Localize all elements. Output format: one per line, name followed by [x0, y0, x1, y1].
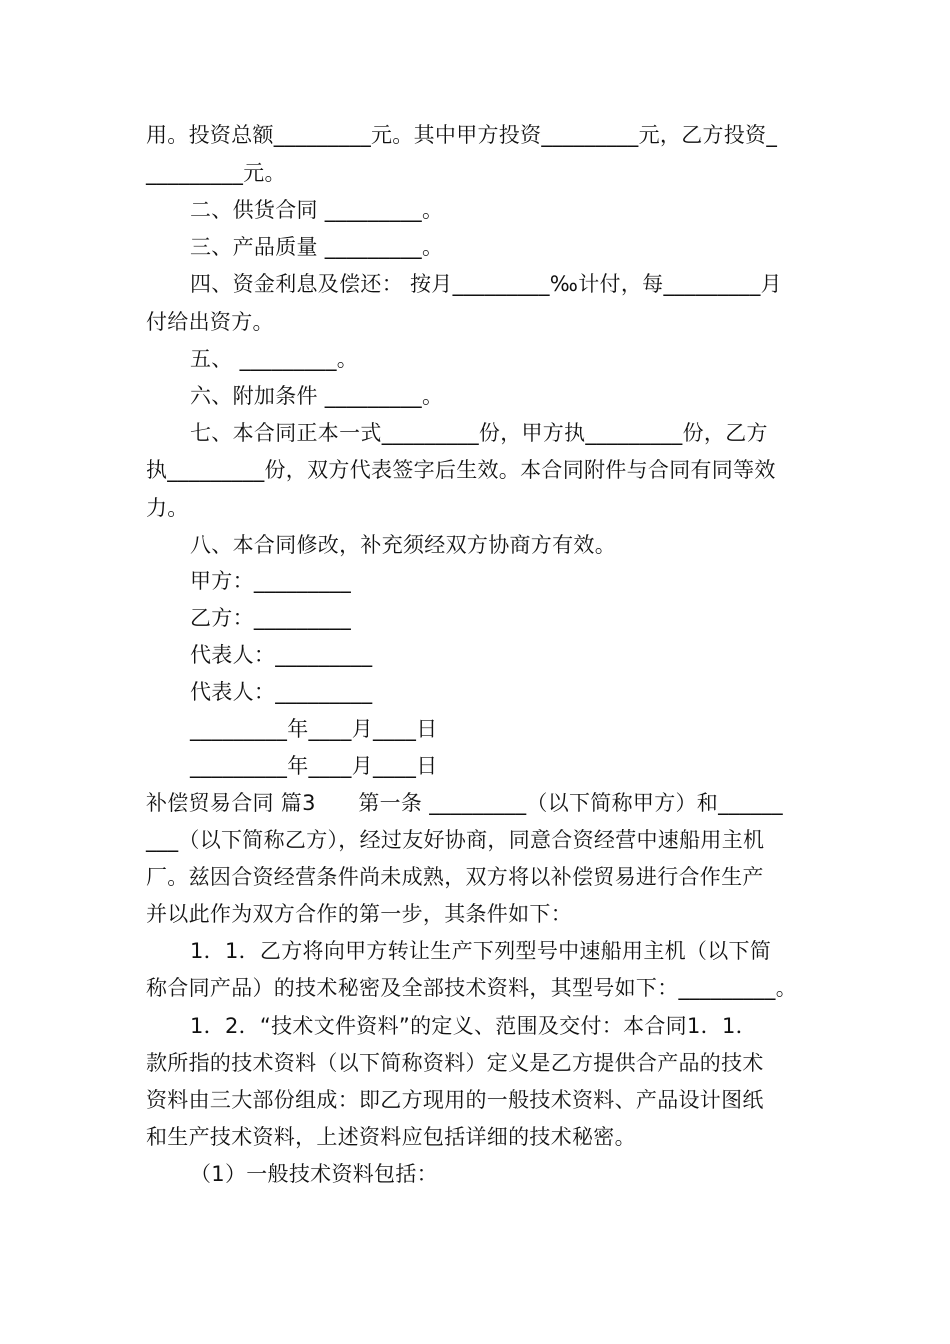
text-line: 二、供货合同 _________。 — [190, 198, 444, 222]
text-line: 资料由三大部份组成：即乙方现用的一般技术资料、产品设计图纸 — [146, 1088, 764, 1112]
text-line: ___（以下简称乙方），经过友好协商，同意合资经营中速船用主机 — [146, 828, 765, 852]
text-line: 力。 — [146, 496, 189, 520]
representative-a: 代表人：_________ — [190, 643, 373, 667]
signature-party-a: 甲方：_________ — [190, 569, 352, 593]
date-line-a: _________年____月____日 — [190, 717, 438, 741]
text-line: 称合同产品）的技术秘密及全部技术资料，其型号如下：_________。 — [146, 976, 797, 1000]
text-line: 和生产技术资料，上述资料应包括详细的技术秘密。 — [146, 1125, 636, 1149]
representative-b: 代表人：_________ — [190, 680, 373, 704]
text-line: 1．2．“技术文件资料”的定义、范围及交付：本合同1．1． — [190, 1014, 757, 1038]
text-line: 厂。兹因合资经营条件尚未成熟，双方将以补偿贸易进行合作生产 — [146, 865, 764, 889]
text-line: 付给出资方。 — [146, 310, 274, 334]
date-line-b: _________年____月____日 — [190, 754, 438, 778]
text-line: 七、本合同正本一式_________份，甲方执_________份，乙方 — [190, 421, 768, 445]
text-line: 六、附加条件 _________。 — [190, 384, 444, 408]
text-line: _________元。 — [146, 161, 286, 185]
section-heading: 补偿贸易合同 篇3 第一条 _________（以下简称甲方）和______ — [146, 791, 783, 815]
signature-party-b: 乙方：_________ — [190, 606, 352, 630]
text-line: 四、资金利息及偿还： 按月_________‰计付，每_________月 — [190, 272, 782, 296]
text-line: 执_________份，双方代表签字后生效。本合同附件与合同有同等效 — [146, 458, 776, 482]
text-line: 1．1．乙方将向甲方转让生产下列型号中速船用主机（以下简 — [190, 939, 772, 963]
text-line: （1）一般技术资料包括： — [190, 1162, 438, 1186]
text-line: 五、 _________。 — [190, 347, 359, 371]
text-line: 用。投资总额_________元。其中甲方投资_________元，乙方投资_ — [146, 123, 778, 147]
text-line: 并以此作为双方合作的第一步，其条件如下： — [146, 902, 572, 926]
text-line: 三、产品质量 _________。 — [190, 235, 444, 259]
text-line: 款所指的技术资料（以下简称资料）定义是乙方提供合产品的技术 — [146, 1051, 764, 1075]
text-line: 八、本合同修改，补充须经双方协商方有效。 — [190, 533, 616, 557]
